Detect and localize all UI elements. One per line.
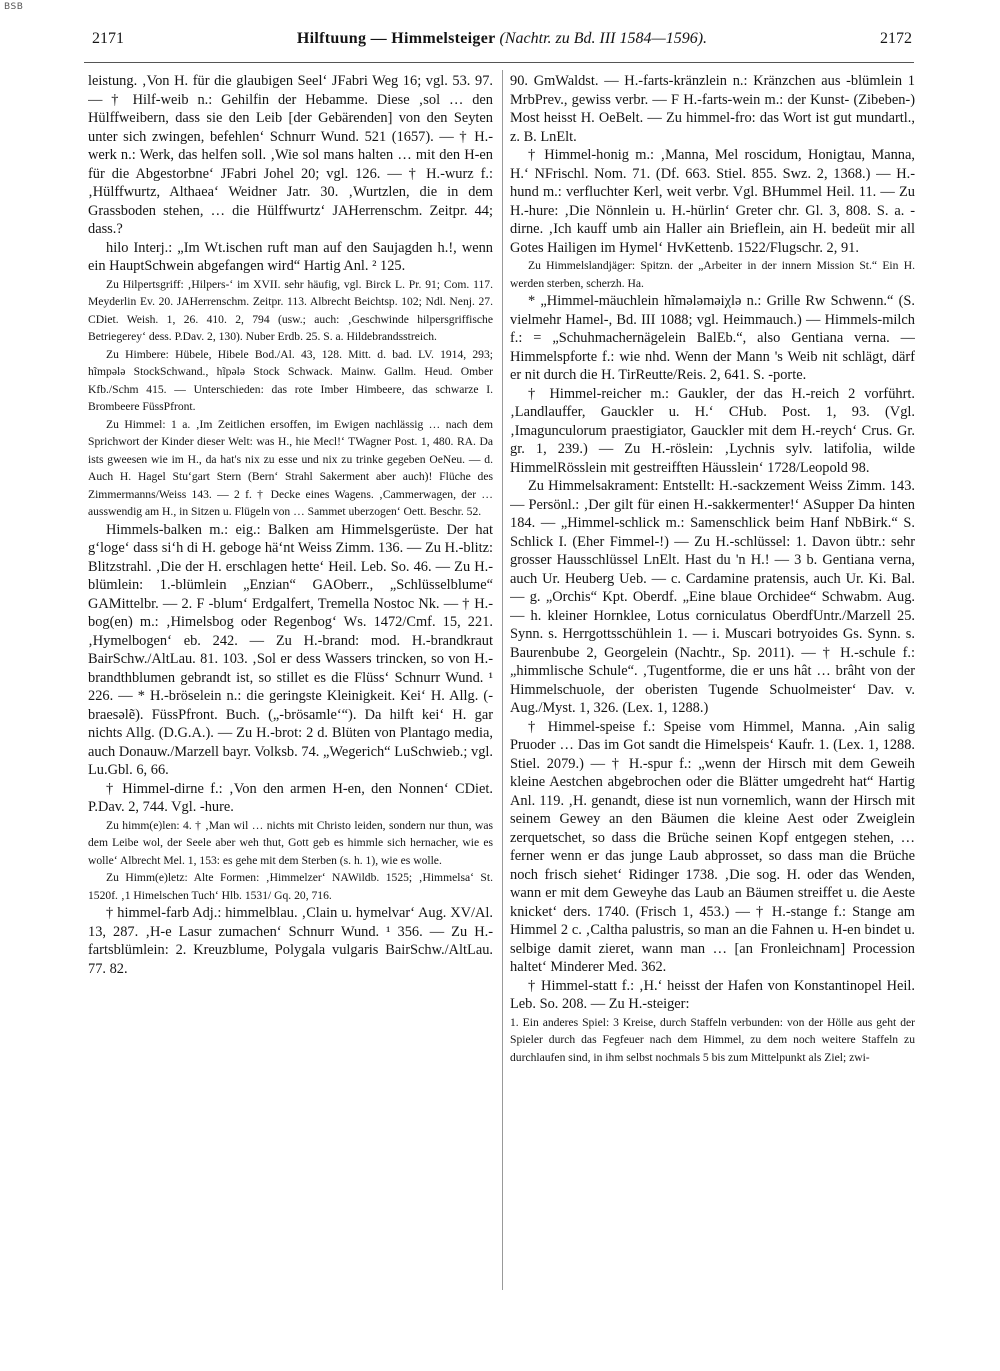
entry-paragraph: Zu Himmelsakrament: Entstellt: H.-sackzement Weiss Zimm. 143. — Persönl.: ‚Der gilt für einen H.-sakkermenter!‘ ASupper Da hinten 184. — „Himmel-schlick m.: Samenschlick beim Hanf NbBirk.“ S. Schlick I. (Eher Fimmel-!) — Zu H.-schlüssel: 1. Davon übtr.: sehr grosser Hausschlüssel LnElt. Hast du 'n H.! — 3 b. Gentiana verna, auch Ur. Heuberg Ueb. — c. Cardamine pratensis, auch Ur. Ki. Bal. — g. „Orchis“ Kpt. Oberdf. „Eine blaue Orchidee“ Schwabm. Aug. — h. kleiner Hornklee, Lotus corniculatus OberdfUntr./Marzell 25. Synn. s. Herrgottsschühlein 1. — i. Muscari botryoides Gs. Synn. s. Baurenbube 2, Georgelein (Nachtr., Sp. 2011). — † H.-schule f.: „himmlische Schule“. ‚Tugentforme, die er uns hât … brâht von der Himmelschuole, der oberisten Tugende Schuolmeister‘ Dav. v. Aug./Myst. 1, 326. (Lex. 1, 1288.) [510, 478, 915, 716]
entry-paragraph: Himmels-balken m.: eig.: Balken am Himmelsgerüste. Der hat g‘loge‘ dass si‘h di H. geboge hä‘nt Weiss Zimm. 136. — Zu H.-blitz: Blitzstrahl. ‚Die der H. erschlagen hette‘ Heil. Leb. So. 46. — Zu H.-blümlein: 1.-blümlein „Enzian“ GAOberr., „Schlüsselblume“ GAMittelbr. — 2. F -blum‘ Erdgalfert, Tremella Nostoc Nk. — † H.-bog(en) m.: ‚Himelsbog oder Regenbog‘ Ws. 1472/Cmf. 15, 221. ‚Hymelbogen‘ eb. 242. — Zu H.-brand: mod. H.-brandkraut BairSchw./AltLau. 81. 103. ‚Sol er dess Wassers trincken, so von H.-brandthblumen gebrandt ist, so stillet es die Flüss‘ Schnurr Wund. ¹ 226. — * H.-bröselein n.: die geringste Kleinigkeit. Kei‘ H. Allg. (-braesəlẽ). FüssPfront. Buch. („-brösamle‘“). Da hilft kei‘ H. gar nichts Allg. (D.G.A.). — Zu H.-brot: 2 d. Blüten von Plantago media, auch Donauw./Marzell bayr. Volksb. 74. „Wegerich“ LuSchwieb.; vgl. Lu.Gbl. 6, 66. [88, 521, 493, 778]
right-column [510, 72, 915, 1357]
entry-paragraph: † Himmel-reicher m.: Gaukler, der das H.-reich 2 vorführt. ‚Landlauffer, Gauckler u. H.‘ CHub. Post. 1, 93. (Vgl. ‚Imagunculorum praestigiator, Gauckler mit dem H.-reych‘ Crus. Gr. gr. 1, 239.) — Zu H.-röslein: ‚Lychnis sylv. latifolia, wilde HimmelRösslein mit gestreifften Häusslein‘ 1728/Leopold 98. [510, 385, 915, 476]
header-rule [84, 62, 914, 63]
entry-paragraph: 90. GmWaldst. — H.-farts-kränzlein n.: Kränzchen aus -blümlein 1 MrbPrev., gewiss verbr. — F H.-farts-wein m.: der Kunst- (Zibeben-) Most heisst H. OeBelt. — Zu himmel-fro: das Wort ist gut mundartl., z. B. LnElt. [510, 73, 915, 145]
entry-paragraph: 1. Ein anderes Spiel: 3 Kreise, durch Staffeln verbunden: von der Hölle aus geht der Spieler durch das Fegfeuer nach dem Himmel, zu dem noch weitere Staffeln zu durchlaufen sind, in ihm selbst nochmals 5 bis zum Mittelpunkt als Ziel; zwi- [510, 1015, 915, 1064]
running-title [92, 30, 912, 48]
entry-paragraph: leistung. ‚Von H. für die glaubigen Seel‘ JFabri Weg 16; vgl. 53. 97. — † Hilf-weib n.: Gehilfin der Hebamme. Diese ‚sol … den Hülffweibern, dass sie den Leib [der Gebärenden] von den Seyten unter sich zwingen, befehlen‘ Schnurr Wund. 521 (1657). — † H.-werk n.: Werk, das helfen soll. ‚Wie sol mans halten … mit den H-en für die Abgestorbne‘ JFabri Johel 20; vgl. 126. — † H.-wurz f.: ‚Hülffwurtz, Althaea‘ Weidner Jatr. 30. ‚Wurtzlen, die in dem Grassboden stehen, … die Hülffwurtz‘ JAHerrenschm. Zeitpr. 44; dass.? [88, 73, 493, 237]
page-header [92, 30, 912, 56]
entry-paragraph: Zu himm(e)len: 4. † ‚Man wil … nichts mit Christo leiden, sondern nur thun, was dem Leibe wol, der Seele aber weh thut, Gott geb es himmle sich hernacher, wie es wolle‘ Albrecht Mel. 1, 153: es gehe mit dem Sterben (s. h. 1), wie es wolle. [88, 818, 493, 867]
library-watermark: BSB [4, 2, 24, 12]
running-title-note: (Nachtr. zu Bd. III 1584—1596). [499, 30, 708, 47]
entry-paragraph: Zu Himmelslandjäger: Spitzn. der „Arbeiter in der innern Mission St.“ Ein H. werden sterben, scherzh. Ha. [510, 259, 915, 290]
entry-paragraph: Zu Hilpertsgriff: ‚Hilpers-‘ im XVII. sehr häufig, vgl. Birck L. Pr. 91; Com. 117. Meyderlin Ev. 20. JAHerrenschm. Zeitpr. 113. Albrecht Beichtsp. 102; Ndl. Nenj. 27. CDiet. Weish. 1, 26. 410. 2, 794 (usw.; auch: ‚Geschwinde hilpersgriffische Betriegerey‘ dess. P.Dav. 2, 130). Nuber Erdb. 25. S. a. Hildebrandsstreich. [88, 277, 493, 343]
entry-paragraph: † Himmel-honig m.: ‚Manna, Mel roscidum, Honigtau, Manna, H.‘ NFrischl. Nom. 71. (Df. 663. Stiel. 855. Swz. 2, 1368.) — H.-hund m.: verfluchter Kerl, weit verbr. Vgl. BHummel Heil. 11. — Zu H.-hure: ‚Die Nönnlein u. H.-hürlin‘ Greter chr. Gl. 3, 808. S. a. -dirne. ‚Ich kauff umb ain Haller ain Brieflein, ain H. bedeüt mir all Gotes Hailigen im Hymel‘ HvKettenb. 1522/Flugschr. 2, 91. [510, 147, 915, 256]
entry-paragraph: Zu Himmel: 1 a. ‚Im Zeitlichen ersoffen, im Ewigen nachlässig … nach dem Sprichwort der Kinder dieser Welt: was H., hie Mecl!‘ TWagner Post. 1, 480. RA. Da ists gweesen wie im H., da hat's nix zu esse und nix zu trinke gegeben OeNeu. — d. Auch H. Hagel Stu‘gart Stern (Bern‘ Strahl Sakerment aber auch)! Flüche des Zimmermanns/Weiss 143. — 2 f. † Decke eines Wagens. ‚Cammerwagen, der … ausswendig am H., in Sitzen u. Flügeln von … Sammet uberzogen‘ Oett. Beschr. 52. [88, 417, 493, 518]
right-page-number: 2172 [880, 30, 912, 47]
entry-paragraph: † Himmel-speise f.: Speise vom Himmel, Manna. ‚Ain salig Pruoder … Das im Got sandt die Himelspeis‘ Kaufr. 1. (Lex. 1, 1288. Stiel. 2079.) — † H.-spur f.: „wenn der Hirsch mit dem Geweih kleine Aestchen abgebrochen oder die Blätter umgedreht hat“ Hartig Anl. 119. ‚H. genandt, diese ist nun vornemlich, wann der Hirsch mit seinem Gewey an den Bäumen die kleine Aest oder Zweiglein zerquetschet, so dass die Brüche seinen Kopf entgegen stehen, … ferner wenn er das junge Laub abprosset, so dass man die Brüche noch frisch siehet‘ Ridinger 1738. ‚Die sog. H. oder das Wenden, wann er mit dem Geweyhe das Laub an Bäumen streiffet u. die Aeste knicket‘ ders. 1740. (Frisch 1, 453.) — † H.-stange f.: Stange am Himmel 2 c. ‚Caltha palustris, so man an die Fahnen u. H-en bindet u. selbige damit zieret, wann man … [an Fronleichnam] Procession haltet‘ Minderer Med. 362. [510, 718, 915, 975]
entry-paragraph: † Himmel-dirne f.: ‚Von den armen H-en, den Nonnen‘ CDiet. P.Dav. 2, 744. Vgl. -hure. [88, 780, 493, 815]
entry-paragraph: Zu Himm(e)letz: Alte Formen: ‚Himmelzer‘ NAWildb. 1525; ‚Himmelsa‘ St. 1520f. ‚1 Himelschen Tuch‘ Hlb. 1531/ Gq. 20, 716. [88, 871, 493, 902]
left-page-number: 2171 [92, 30, 124, 47]
left-column [88, 72, 493, 1357]
entry-paragraph: † himmel-farb Adj.: himmelblau. ‚Clain u. hymelvar‘ Aug. XV/Al. 13, 287. ‚H-e Lasur zumachen‘ Schnurr Wund. ¹ 356. — Zu H.-fartsblümlein: 2. Kreuzblume, Polygala vulgaris BairSchw./AltLau. 77. 82. [88, 905, 493, 977]
entry-paragraph: * „Himmel-mäuchlein hĩmələməiχlə n.: Grille Rw Schwenn.“ (S. vielmehr Hamel-, Bd. III 1088; vgl. Heimmauch.) — Himmels-milch f.: = „Schuhmachernägelein BalEb.“, also Gentiana verna. — Himmelspforte f.: wie nhd. Wenn der Mann 's Weib nit schlägt, därf er nit durch die H. TirReutte/Reis. 2, 641. S. -porte. [510, 293, 915, 383]
entry-paragraph: hilo Interj.: „Im Wt.ischen ruft man auf den Saujagden h.!, wenn ein HauptSchwein abgefangen wird“ Hartig Anl. ² 125. [88, 239, 493, 274]
running-title-main: Hilftuung — Himmelsteiger [296, 30, 496, 47]
entry-paragraph: Zu Himbere: Hübele, Hibele Bod./Al. 43, 128. Mitt. d. bad. LV. 1914, 293; hĩmpələ StockSchwand., hĩpələ Stock Schwack. Mainw. Gallm. Heud. Omber Kfb./Schm 415. — Unterschieden: das rote Imber Himbeere, das schwarze I. Brombeere FüssPfront. [88, 347, 493, 413]
entry-paragraph: † Himmel-statt f.: ‚H.‘ heisst der Hafen von Konstantinopel Heil. Leb. So. 208. — Zu H.-steiger: [510, 977, 915, 1012]
column-divider [502, 70, 503, 1290]
